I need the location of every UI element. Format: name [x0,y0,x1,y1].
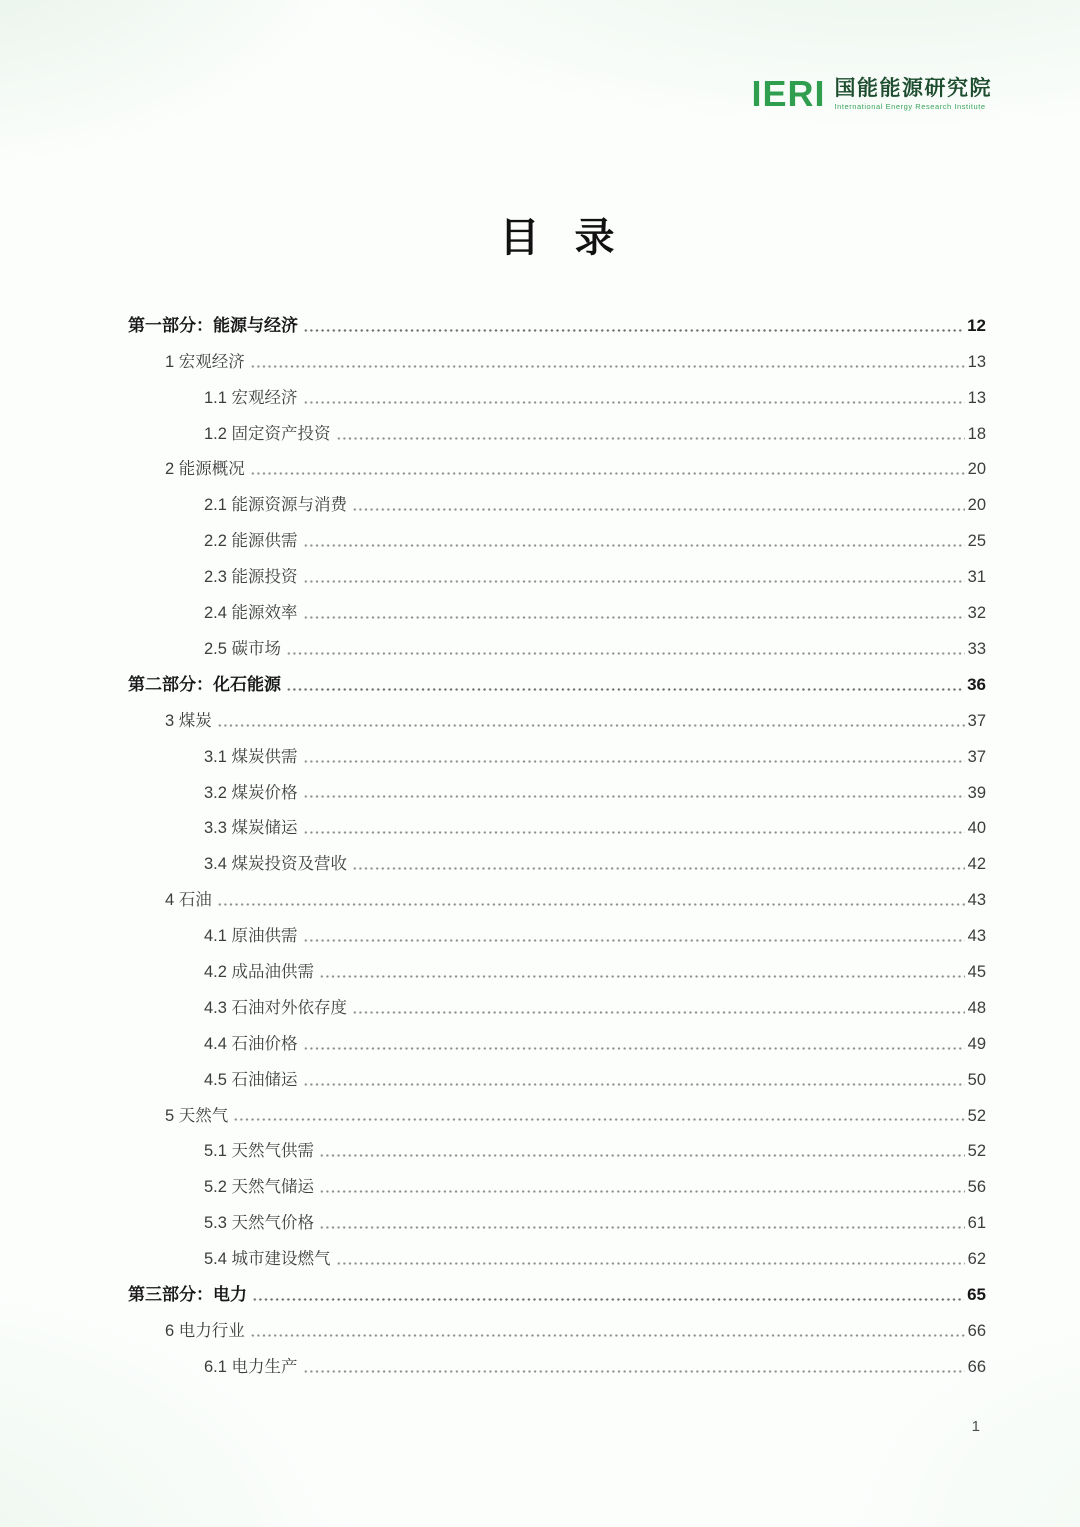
toc-leader-dots [352,508,965,511]
toc-entry[interactable] [128,1054,986,1090]
toc-leader-dots [250,1334,965,1337]
toc-leader-dots [336,437,965,440]
toc-leader-dots [319,975,965,978]
toc-entry[interactable] [128,515,986,551]
toc-leader-dots [252,1298,964,1301]
toc-entry-label: 2.2 能源供需 [204,532,298,551]
toc-entry-label: 2.1 能源资源与消费 [204,496,348,515]
toc-entry[interactable] [128,802,986,838]
logo-text-block [835,77,993,111]
toc-entry-page-number: 42 [967,855,986,874]
toc-leader-dots [303,1370,965,1373]
toc-leader-dots [303,616,965,619]
toc-leader-dots [303,401,965,404]
toc-entry[interactable] [128,1197,986,1233]
toc-leader-dots [303,760,965,763]
toc-leader-dots [217,724,965,727]
toc-entry-page-number: 37 [967,747,986,766]
toc-entry-label: 3 煤炭 [165,711,212,730]
toc-entry-label: 6 电力行业 [165,1321,245,1340]
toc-entry[interactable] [128,408,986,444]
toc-entry-page-number: 20 [967,496,986,515]
toc-entry[interactable] [128,874,986,910]
toc-entry-label: 3.3 煤炭储运 [204,819,298,838]
toc-entry-page-number: 43 [967,891,986,910]
toc-entry-page-number: 25 [967,532,986,551]
toc-entry-label: 第三部分：电力 [128,1285,247,1305]
toc-leader-dots [319,1226,965,1229]
toc-entry[interactable] [128,1125,986,1161]
toc-entry-label: 4.3 石油对外依存度 [204,998,348,1017]
toc-entry-label: 第一部分：能源与经济 [128,316,298,336]
toc-entry-page-number: 18 [967,424,986,443]
toc-entry-label: 5.3 天然气价格 [204,1214,315,1233]
toc-entry-label: 6.1 电力生产 [204,1357,298,1376]
toc-entry[interactable] [128,1018,986,1054]
toc-entry-label: 2 能源概况 [165,460,245,479]
toc-entry-label: 5.1 天然气供需 [204,1142,315,1161]
toc-entry[interactable] [128,659,986,695]
toc-entry-label: 第二部分：化石能源 [128,675,281,695]
toc-leader-dots [303,939,965,942]
toc-entry-page-number: 40 [967,819,986,838]
toc-entry[interactable] [128,623,986,659]
toc-entry-label: 3.2 煤炭价格 [204,783,298,802]
toc-leader-dots [319,1190,965,1193]
toc-entry-page-number: 52 [967,1142,986,1161]
toc-entry[interactable] [128,910,986,946]
toc-entry[interactable] [128,1233,986,1269]
toc-leader-dots [336,1262,965,1265]
toc-entry[interactable] [128,300,986,336]
toc-leader-dots [303,1047,965,1050]
toc-entry-page-number: 13 [967,352,986,371]
toc-entry[interactable] [128,695,986,731]
toc-entry-label: 4.1 原油供需 [204,927,298,946]
toc-entry[interactable] [128,587,986,623]
toc-entry-label: 3.4 煤炭投资及营收 [204,855,348,874]
toc-entry-page-number: 49 [967,1034,986,1053]
toc-entry-page-number: 48 [967,998,986,1017]
toc-entry-label: 1.2 固定资产投资 [204,424,331,443]
toc-entry-label: 2.5 碳市场 [204,639,282,658]
logo-name-cn: 国能能源研究院 [834,76,992,100]
toc-entry-label: 3.1 煤炭供需 [204,747,298,766]
logo-acronym: IERI [751,73,826,114]
toc-entry[interactable] [128,1090,986,1126]
toc-entry-page-number: 65 [967,1285,986,1305]
toc-entry[interactable] [128,731,986,767]
toc-leader-dots [250,365,965,368]
toc-entry-label: 1 宏观经济 [165,352,245,371]
toc-entry[interactable] [128,479,986,515]
toc-entry-page-number: 37 [967,711,986,730]
toc-leader-dots [303,1083,965,1086]
toc-entry-page-number: 66 [967,1357,986,1376]
toc-leader-dots [303,831,965,834]
toc-entry-label: 2.3 能源投资 [204,568,298,587]
toc-list [128,300,986,1377]
footer-page-number: 1 [971,1418,980,1435]
toc-entry-page-number: 12 [967,316,986,336]
toc-leader-dots [286,652,965,655]
toc-entry[interactable] [128,372,986,408]
toc-entry-page-number: 32 [967,604,986,623]
ieri-logo [751,73,992,114]
toc-entry-page-number: 50 [967,1070,986,1089]
toc-entry-page-number: 56 [967,1178,986,1197]
toc-entry[interactable] [128,1341,986,1377]
toc-entry-label: 1.1 宏观经济 [204,388,298,407]
toc-leader-dots [250,472,965,475]
toc-entry[interactable] [128,1305,986,1341]
toc-leader-dots [303,544,965,547]
toc-entry-label: 4 石油 [165,891,212,910]
toc-entry[interactable] [128,1269,986,1305]
toc-entry-label: 4.4 石油价格 [204,1034,298,1053]
toc-entry-label: 4.5 石油储运 [204,1070,298,1089]
toc-entry[interactable] [128,551,986,587]
page-title: 目 录 [499,216,627,260]
toc-entry-page-number: 43 [967,927,986,946]
toc-entry-page-number: 36 [967,675,986,695]
toc-entry-page-number: 31 [967,568,986,587]
toc-entry-page-number: 45 [967,962,986,981]
toc-leader-dots [319,1154,965,1157]
toc-entry-label: 5.2 天然气储运 [204,1178,315,1197]
toc-leader-dots [286,688,964,691]
toc-leader-dots [303,580,965,583]
toc-leader-dots [233,1118,964,1121]
toc-entry[interactable] [128,336,986,372]
toc-entry[interactable] [128,767,986,803]
toc-entry-page-number: 33 [967,639,986,658]
toc-entry-page-number: 66 [967,1321,986,1340]
toc-leader-dots [303,329,964,332]
toc-entry-page-number: 20 [967,460,986,479]
toc-entry-label: 2.4 能源效率 [204,604,298,623]
toc-entry[interactable] [128,982,986,1018]
toc-leader-dots [303,795,965,798]
toc-entry[interactable] [128,1161,986,1197]
toc-entry-page-number: 62 [967,1250,986,1269]
toc-entry-page-number: 13 [967,388,986,407]
toc-leader-dots [352,1011,965,1014]
toc-entry-label: 5.4 城市建设燃气 [204,1250,331,1269]
toc-entry[interactable] [128,946,986,982]
toc-entry-label: 5 天然气 [165,1106,229,1125]
toc-entry-page-number: 52 [967,1106,986,1125]
logo-name-en: International Energy Research Institute [834,102,986,112]
toc-entry[interactable] [128,838,986,874]
toc-entry[interactable] [128,444,986,480]
toc-leader-dots [352,867,965,870]
toc-entry-label: 4.2 成品油供需 [204,962,315,981]
toc-leader-dots [217,903,965,906]
toc-entry-page-number: 61 [967,1214,986,1233]
toc-entry-page-number: 39 [967,783,986,802]
